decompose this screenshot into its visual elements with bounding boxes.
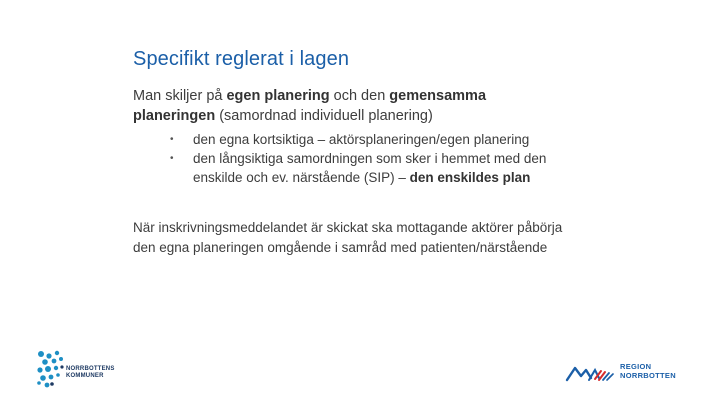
intro-text-2: och den [329, 88, 390, 104]
intro-text-1: Man skiljer på [133, 88, 227, 104]
intro-text-3: (samordnad individuell planering) [215, 108, 433, 124]
bullet-text: den egna kortsiktiga – aktörsplaneringen/egen planering [193, 132, 530, 147]
bullet-item [170, 149, 590, 187]
logo-right-line-2: NORRBOTTEN [620, 370, 676, 380]
intro-bold-2: gemensamma planeringen [133, 88, 487, 124]
bullet-bold: den enskildes plan [409, 170, 531, 185]
region-norrbotten-logo-icon [565, 362, 621, 384]
bullet-text: den långsiktiga samordningen som sker i hemmet med den enskilde och ev. närstående (SIP) – [193, 151, 547, 185]
bullet-item [170, 130, 590, 149]
bullet-list [170, 130, 590, 187]
bullet-marker: • [170, 153, 174, 164]
slide-title: Specifikt reglerat i lagen [133, 48, 350, 70]
intro-bold-1: egen planering [226, 88, 330, 104]
body-paragraph: När inskrivningsmeddelandet är skickat ska mottagande aktörer påbörja den egna planeringen omgående i samråd med patienten/närstående [133, 220, 563, 255]
logo-right-line-1: REGION [620, 362, 652, 371]
logo-left-line-1: NORRBOTTENS [66, 366, 115, 372]
logo-left-line-2: KOMMUNER [66, 373, 104, 379]
norrbottens-kommuner-logo-text [66, 366, 115, 380]
intro-paragraph [133, 86, 553, 126]
region-norrbotten-logo-text [620, 363, 676, 380]
bullet-marker: • [170, 134, 174, 145]
